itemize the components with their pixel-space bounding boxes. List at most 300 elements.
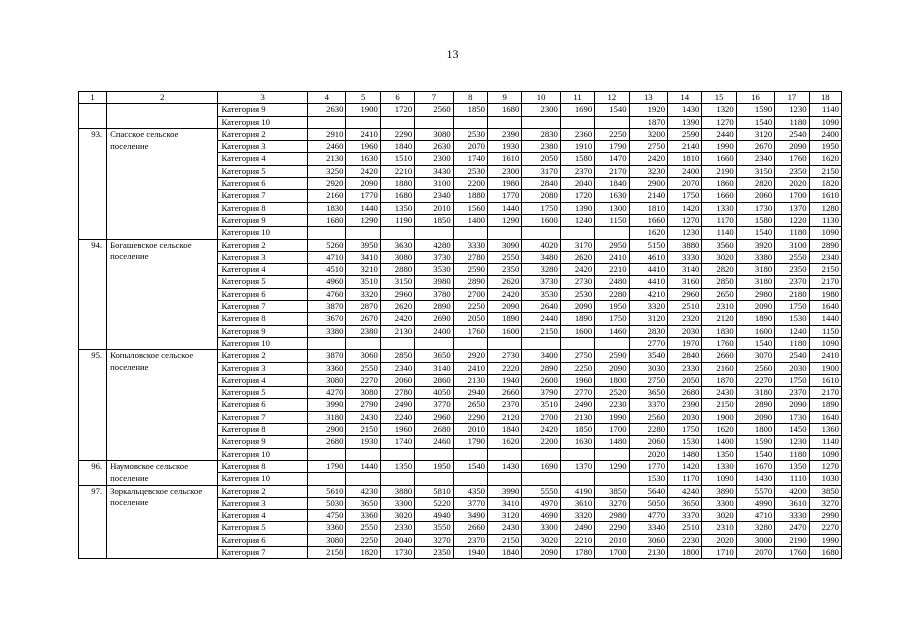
header-cell: 14 — [668, 92, 702, 104]
value-cell: 1540 — [736, 337, 775, 349]
value-cell: 1610 — [809, 374, 841, 386]
value-cell: 3320 — [560, 510, 594, 522]
value-cell — [488, 116, 522, 128]
table-row — [79, 239, 842, 251]
value-cell: 3920 — [736, 239, 775, 251]
value-cell: 2330 — [668, 362, 702, 374]
value-cell: 1900 — [809, 362, 841, 374]
value-cell: 3380 — [307, 325, 346, 337]
value-cell: 3100 — [415, 178, 454, 190]
value-cell: 1790 — [453, 436, 487, 448]
tariff-table — [78, 91, 842, 559]
value-cell: 3080 — [307, 534, 346, 546]
value-cell: 3380 — [736, 251, 775, 263]
value-cell — [488, 337, 522, 349]
value-cell: 3270 — [415, 534, 454, 546]
value-cell: 1720 — [560, 190, 594, 202]
value-cell: 2660 — [702, 350, 736, 362]
value-cell: 1720 — [380, 104, 414, 116]
value-cell — [488, 227, 522, 239]
category-cell: Категория 9 — [218, 325, 308, 337]
value-cell — [522, 337, 561, 349]
value-cell: 2310 — [702, 301, 736, 313]
value-cell: 3300 — [380, 497, 414, 509]
value-cell: 2300 — [488, 165, 522, 177]
category-cell: Категория 3 — [218, 362, 308, 374]
value-cell: 3870 — [307, 350, 346, 362]
value-cell: 2780 — [380, 387, 414, 399]
value-cell: 2780 — [453, 251, 487, 263]
value-cell: 2620 — [560, 251, 594, 263]
value-cell: 2490 — [560, 522, 594, 534]
value-cell: 2130 — [629, 546, 668, 558]
value-cell: 5550 — [522, 485, 561, 497]
value-cell: 2560 — [736, 362, 775, 374]
table-row — [79, 104, 842, 116]
value-cell: 2280 — [629, 424, 668, 436]
value-cell: 1870 — [702, 374, 736, 386]
value-cell: 1350 — [702, 448, 736, 460]
value-cell: 2470 — [775, 522, 809, 534]
value-cell: 4280 — [415, 239, 454, 251]
category-cell: Категория 10 — [218, 448, 308, 460]
value-cell: 2140 — [629, 190, 668, 202]
value-cell: 2400 — [415, 325, 454, 337]
value-cell: 1960 — [560, 374, 594, 386]
category-cell: Категория 4 — [218, 510, 308, 522]
value-cell: 2230 — [668, 534, 702, 546]
value-cell — [453, 337, 487, 349]
value-cell: 1480 — [668, 448, 702, 460]
value-cell: 2410 — [595, 251, 629, 263]
value-cell: 2900 — [629, 178, 668, 190]
value-cell: 1830 — [702, 325, 736, 337]
value-cell: 2460 — [307, 141, 346, 153]
value-cell: 3090 — [488, 239, 522, 251]
value-cell: 4940 — [415, 510, 454, 522]
value-cell: 1660 — [702, 190, 736, 202]
value-cell: 1730 — [775, 411, 809, 423]
value-cell: 3320 — [346, 288, 380, 300]
value-cell: 1470 — [595, 153, 629, 165]
value-cell: 3170 — [522, 165, 561, 177]
value-cell: 3990 — [307, 399, 346, 411]
value-cell: 2010 — [595, 534, 629, 546]
value-cell: 2190 — [702, 165, 736, 177]
category-cell: Категория 4 — [218, 264, 308, 276]
value-cell: 2430 — [488, 522, 522, 534]
value-cell: 2400 — [668, 165, 702, 177]
value-cell — [488, 473, 522, 485]
value-cell: 2530 — [453, 128, 487, 140]
value-cell: 2150 — [702, 399, 736, 411]
value-cell: 4050 — [415, 387, 454, 399]
value-cell: 1480 — [595, 436, 629, 448]
value-cell: 2350 — [775, 264, 809, 276]
category-cell: Категория 3 — [218, 251, 308, 263]
value-cell: 2020 — [775, 178, 809, 190]
value-cell: 2590 — [595, 350, 629, 362]
value-cell: 2750 — [629, 141, 668, 153]
value-cell: 3320 — [629, 301, 668, 313]
value-cell: 2860 — [415, 374, 454, 386]
category-cell: Категория 7 — [218, 546, 308, 558]
table-row — [79, 460, 842, 472]
value-cell: 1950 — [415, 460, 454, 472]
value-cell: 2090 — [775, 399, 809, 411]
value-cell: 2030 — [668, 325, 702, 337]
value-cell: 4970 — [522, 497, 561, 509]
value-cell: 1530 — [775, 313, 809, 325]
value-cell: 1580 — [736, 214, 775, 226]
value-cell: 2310 — [702, 522, 736, 534]
value-cell: 1320 — [702, 104, 736, 116]
value-cell: 1560 — [453, 202, 487, 214]
value-cell: 2180 — [775, 288, 809, 300]
value-cell — [415, 473, 454, 485]
value-cell: 1620 — [488, 436, 522, 448]
value-cell: 3790 — [522, 387, 561, 399]
value-cell: 2680 — [668, 387, 702, 399]
value-cell: 1950 — [595, 301, 629, 313]
value-cell: 3670 — [307, 313, 346, 325]
value-cell: 1890 — [488, 313, 522, 325]
value-cell: 1950 — [809, 141, 841, 153]
value-cell: 2830 — [522, 128, 561, 140]
value-cell: 2090 — [736, 411, 775, 423]
value-cell: 2130 — [560, 411, 594, 423]
value-cell: 3180 — [736, 276, 775, 288]
value-cell: 2590 — [668, 128, 702, 140]
value-cell: 1870 — [629, 116, 668, 128]
value-cell: 2850 — [702, 276, 736, 288]
value-cell: 4270 — [307, 387, 346, 399]
value-cell: 1090 — [809, 227, 841, 239]
value-cell: 2210 — [560, 534, 594, 546]
value-cell: 3200 — [629, 128, 668, 140]
value-cell: 3990 — [488, 485, 522, 497]
value-cell: 3730 — [415, 251, 454, 263]
value-cell: 1840 — [488, 546, 522, 558]
header-cell: 7 — [415, 92, 454, 104]
value-cell: 2440 — [522, 313, 561, 325]
value-cell: 2430 — [346, 411, 380, 423]
value-cell: 3730 — [522, 276, 561, 288]
value-cell: 2730 — [560, 276, 594, 288]
value-cell: 1580 — [560, 153, 594, 165]
value-cell: 1990 — [595, 411, 629, 423]
value-cell: 4210 — [629, 288, 668, 300]
value-cell: 3080 — [307, 374, 346, 386]
value-cell — [307, 116, 346, 128]
value-cell: 2350 — [775, 165, 809, 177]
value-cell: 1540 — [453, 460, 487, 472]
value-cell: 2330 — [380, 522, 414, 534]
value-cell — [415, 227, 454, 239]
value-cell — [380, 227, 414, 239]
value-cell: 1800 — [736, 424, 775, 436]
value-cell: 1090 — [702, 473, 736, 485]
value-cell: 1760 — [775, 546, 809, 558]
value-cell: 3890 — [702, 485, 736, 497]
value-cell: 1390 — [560, 202, 594, 214]
value-cell: 3100 — [775, 239, 809, 251]
value-cell: 4770 — [629, 510, 668, 522]
value-cell — [488, 448, 522, 460]
category-cell: Категория 6 — [218, 534, 308, 546]
value-cell: 2490 — [380, 399, 414, 411]
value-cell: 1270 — [809, 460, 841, 472]
value-cell: 2300 — [522, 104, 561, 116]
value-cell: 3850 — [809, 485, 841, 497]
category-cell: Категория 10 — [218, 337, 308, 349]
value-cell: 1090 — [809, 337, 841, 349]
value-cell: 2370 — [453, 534, 487, 546]
value-cell: 2080 — [522, 190, 561, 202]
value-cell: 1680 — [307, 214, 346, 226]
value-cell: 3270 — [595, 497, 629, 509]
value-cell: 4510 — [307, 264, 346, 276]
value-cell: 2120 — [488, 411, 522, 423]
value-cell: 3280 — [522, 264, 561, 276]
value-cell: 1850 — [415, 214, 454, 226]
value-cell: 2170 — [595, 165, 629, 177]
value-cell: 2090 — [522, 546, 561, 558]
value-cell: 3270 — [809, 497, 841, 509]
value-cell: 2980 — [736, 288, 775, 300]
value-cell: 2050 — [668, 374, 702, 386]
value-cell: 3330 — [775, 510, 809, 522]
value-cell: 2270 — [736, 374, 775, 386]
value-cell: 1700 — [595, 424, 629, 436]
value-cell: 2510 — [668, 301, 702, 313]
value-cell: 3510 — [346, 276, 380, 288]
value-cell: 1760 — [702, 337, 736, 349]
value-cell: 1960 — [346, 141, 380, 153]
value-cell: 1750 — [775, 374, 809, 386]
value-cell: 3150 — [380, 276, 414, 288]
value-cell: 2960 — [668, 288, 702, 300]
value-cell: 4760 — [307, 288, 346, 300]
value-cell: 2050 — [522, 153, 561, 165]
value-cell: 1240 — [775, 325, 809, 337]
category-cell: Категория 4 — [218, 374, 308, 386]
value-cell: 1350 — [380, 460, 414, 472]
header-cell: 11 — [560, 92, 594, 104]
value-cell: 2630 — [415, 141, 454, 153]
value-cell: 2370 — [775, 387, 809, 399]
value-cell: 2950 — [595, 239, 629, 251]
value-cell: 2240 — [380, 411, 414, 423]
value-cell: 1430 — [736, 473, 775, 485]
value-cell — [453, 116, 487, 128]
category-cell: Категория 6 — [218, 399, 308, 411]
value-cell: 2670 — [346, 313, 380, 325]
value-cell: 2920 — [453, 350, 487, 362]
value-cell: 2420 — [629, 153, 668, 165]
value-cell: 2370 — [488, 399, 522, 411]
value-cell: 4750 — [307, 510, 346, 522]
header-cell: 9 — [488, 92, 522, 104]
value-cell: 1770 — [346, 190, 380, 202]
value-cell: 2820 — [736, 178, 775, 190]
value-cell: 1980 — [488, 178, 522, 190]
value-cell: 3020 — [522, 534, 561, 546]
value-cell: 2270 — [809, 522, 841, 534]
value-cell: 2090 — [560, 301, 594, 313]
value-cell: 4990 — [736, 497, 775, 509]
value-cell: 1290 — [595, 460, 629, 472]
value-cell — [415, 116, 454, 128]
value-cell: 1840 — [488, 424, 522, 436]
value-cell: 1530 — [629, 473, 668, 485]
value-cell: 2150 — [307, 546, 346, 558]
value-cell: 4710 — [307, 251, 346, 263]
value-cell: 1710 — [702, 546, 736, 558]
value-cell: 1750 — [668, 190, 702, 202]
value-cell: 1140 — [702, 227, 736, 239]
category-cell: Категория 5 — [218, 522, 308, 534]
header-cell: 16 — [736, 92, 775, 104]
value-cell: 2730 — [488, 350, 522, 362]
value-cell: 2130 — [307, 153, 346, 165]
value-cell: 1030 — [809, 473, 841, 485]
value-cell: 2140 — [668, 141, 702, 153]
value-cell: 2520 — [595, 387, 629, 399]
value-cell: 5810 — [415, 485, 454, 497]
value-cell: 3850 — [595, 485, 629, 497]
value-cell: 1440 — [346, 460, 380, 472]
value-cell: 3540 — [629, 350, 668, 362]
value-cell: 2090 — [775, 141, 809, 153]
value-cell: 1930 — [488, 141, 522, 153]
value-cell: 1630 — [595, 190, 629, 202]
category-cell: Категория 8 — [218, 460, 308, 472]
value-cell: 2370 — [560, 165, 594, 177]
settlement-name — [107, 104, 218, 129]
value-cell: 1820 — [809, 178, 841, 190]
header-cell: 5 — [346, 92, 380, 104]
value-cell: 2170 — [809, 276, 841, 288]
value-cell: 1990 — [809, 534, 841, 546]
value-cell: 1590 — [736, 104, 775, 116]
value-cell: 2090 — [595, 362, 629, 374]
category-cell: Категория 6 — [218, 178, 308, 190]
value-cell: 2370 — [775, 276, 809, 288]
header-cell: 15 — [702, 92, 736, 104]
value-cell — [560, 227, 594, 239]
value-cell: 5220 — [415, 497, 454, 509]
value-cell: 2150 — [346, 424, 380, 436]
value-cell — [380, 448, 414, 460]
category-cell: Категория 8 — [218, 313, 308, 325]
value-cell: 2160 — [307, 190, 346, 202]
value-cell — [522, 448, 561, 460]
category-cell: Категория 7 — [218, 190, 308, 202]
value-cell: 1240 — [560, 214, 594, 226]
value-cell — [346, 227, 380, 239]
value-cell: 3370 — [668, 510, 702, 522]
value-cell: 1960 — [380, 424, 414, 436]
value-cell: 3870 — [307, 301, 346, 313]
value-cell: 1130 — [809, 214, 841, 226]
value-cell — [595, 448, 629, 460]
value-cell: 1230 — [775, 104, 809, 116]
settlement-number: 95. — [79, 350, 107, 461]
value-cell — [307, 448, 346, 460]
value-cell: 1620 — [702, 424, 736, 436]
value-cell: 3880 — [380, 485, 414, 497]
value-cell: 2220 — [488, 362, 522, 374]
header-cell: 1 — [79, 92, 107, 104]
value-cell: 4020 — [522, 239, 561, 251]
value-cell: 1920 — [629, 104, 668, 116]
value-cell: 1270 — [668, 214, 702, 226]
value-cell: 1700 — [775, 190, 809, 202]
value-cell: 4230 — [346, 485, 380, 497]
value-cell: 2460 — [415, 436, 454, 448]
header-row — [79, 92, 842, 104]
value-cell: 3280 — [736, 522, 775, 534]
value-cell: 1910 — [560, 141, 594, 153]
value-cell: 1440 — [488, 202, 522, 214]
value-cell: 1510 — [380, 153, 414, 165]
value-cell: 3150 — [736, 165, 775, 177]
value-cell: 3210 — [346, 264, 380, 276]
value-cell — [595, 337, 629, 349]
value-cell: 4960 — [307, 276, 346, 288]
value-cell: 1280 — [809, 202, 841, 214]
value-cell: 5640 — [629, 485, 668, 497]
value-cell: 1430 — [668, 104, 702, 116]
value-cell: 4610 — [629, 251, 668, 263]
value-cell: 1370 — [560, 460, 594, 472]
category-cell: Категория 7 — [218, 411, 308, 423]
category-cell: Категория 2 — [218, 485, 308, 497]
value-cell: 1880 — [380, 178, 414, 190]
value-cell: 1420 — [668, 202, 702, 214]
value-cell: 1180 — [775, 448, 809, 460]
value-cell — [522, 473, 561, 485]
value-cell: 2890 — [522, 362, 561, 374]
value-cell: 2670 — [736, 141, 775, 153]
value-cell: 2070 — [453, 141, 487, 153]
value-cell: 1670 — [736, 460, 775, 472]
value-cell: 3630 — [380, 239, 414, 251]
value-cell: 1680 — [380, 190, 414, 202]
value-cell: 3170 — [560, 239, 594, 251]
value-cell: 2020 — [629, 448, 668, 460]
value-cell: 1180 — [775, 227, 809, 239]
value-cell: 2090 — [346, 178, 380, 190]
value-cell: 1790 — [595, 141, 629, 153]
value-cell: 2850 — [380, 350, 414, 362]
value-cell: 3360 — [307, 362, 346, 374]
value-cell: 1740 — [380, 436, 414, 448]
table-row — [79, 128, 842, 140]
value-cell: 1170 — [668, 473, 702, 485]
category-cell: Категория 9 — [218, 104, 308, 116]
value-cell: 1230 — [668, 227, 702, 239]
table-row — [79, 350, 842, 362]
value-cell: 2300 — [415, 153, 454, 165]
value-cell: 2170 — [809, 387, 841, 399]
value-cell: 1140 — [809, 436, 841, 448]
value-cell: 2440 — [702, 128, 736, 140]
value-cell: 1750 — [522, 202, 561, 214]
value-cell: 1790 — [307, 460, 346, 472]
value-cell: 3020 — [702, 251, 736, 263]
